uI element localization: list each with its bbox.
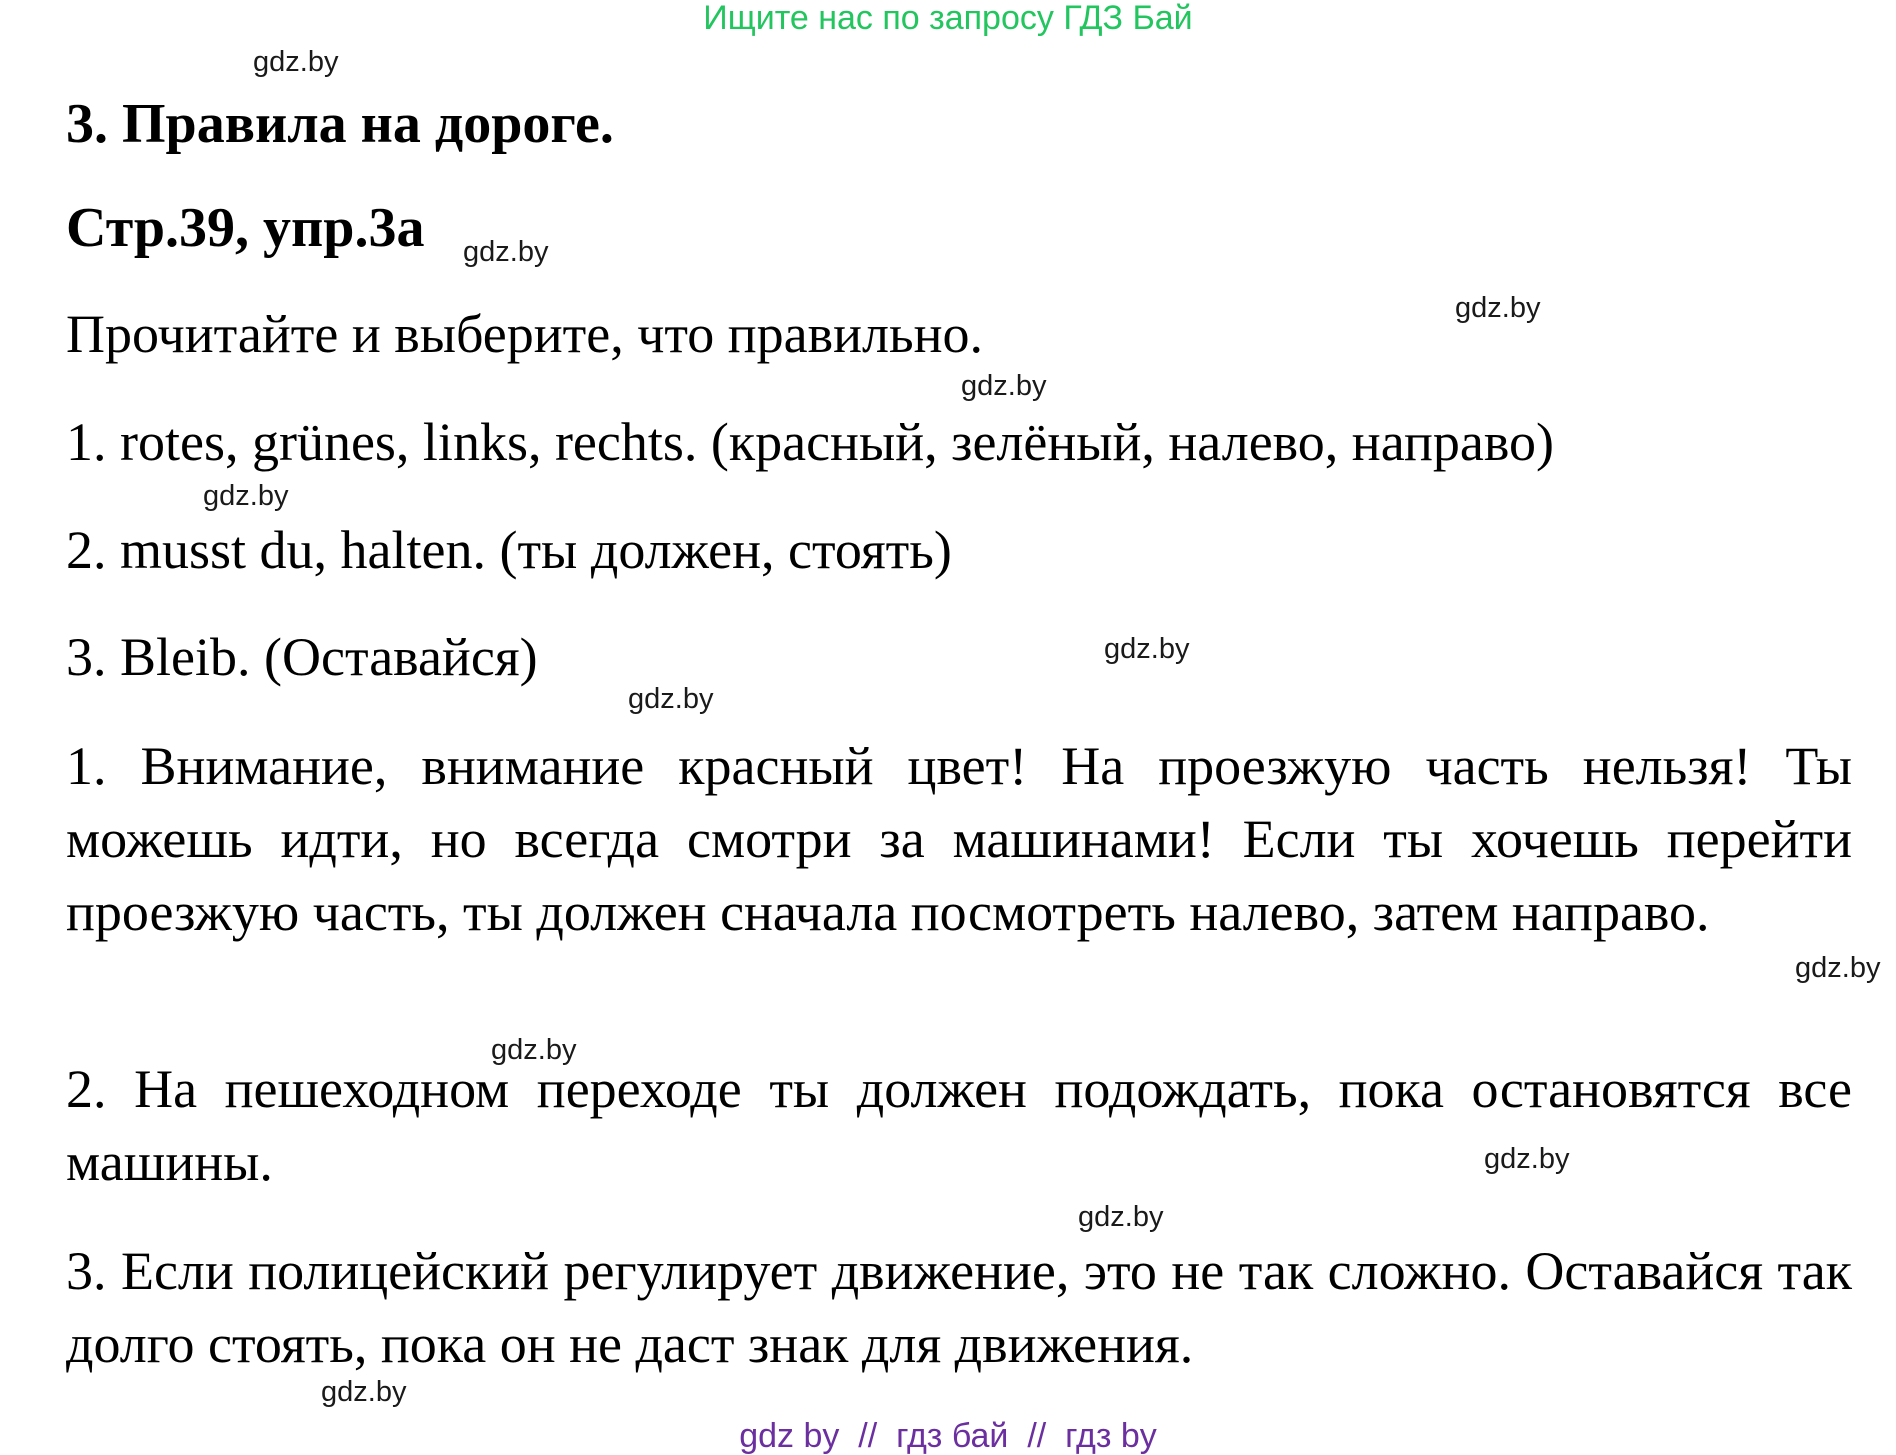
instruction-text: Прочитайте и выберите, что правильно.	[66, 304, 983, 364]
watermark: gdz.by	[491, 1034, 577, 1066]
watermark: gdz.by	[253, 46, 339, 78]
translation-paragraph-2: 2. На пешеходном переходе ты должен подождать, пока остановятся все машины.	[66, 1059, 1852, 1192]
watermark: gdz.by	[628, 683, 714, 715]
watermark: gdz.by	[1078, 1201, 1164, 1233]
watermark: gdz.by	[961, 370, 1047, 402]
answer-line-1: 1. rotes, grünes, links, rechts. (красный, зелёный, налево, направо)	[66, 412, 1554, 472]
watermark: gdz.by	[463, 236, 549, 268]
translation-paragraph-1: 1. Внимание, внимание красный цвет! На проезжую часть нельзя! Ты можешь идти, но всегда смотри за машинами! Если ты хочешь перейти проезжую часть, ты должен сначала посмотреть налево, затем направо.	[66, 736, 1852, 942]
exercise-reference: Стр.39, упр.3a	[66, 197, 425, 259]
footer-watermark: gdz by // гдз бай // гдз by	[739, 1417, 1157, 1455]
watermark: gdz.by	[1484, 1143, 1570, 1175]
answer-line-3: 3. Bleib. (Оставайся)	[66, 627, 538, 687]
watermark: gdz.by	[203, 480, 289, 512]
watermark: gdz.by	[1795, 952, 1881, 984]
watermark: gdz.by	[1104, 633, 1190, 665]
top-banner: Ищите нас по запросу ГДЗ Бай	[703, 0, 1193, 37]
translation-paragraph-3: 3. Если полицейский регулирует движение, это не так сложно. Оставайся так долго стоять, пока он не даст знак для движения.	[66, 1241, 1852, 1374]
section-title: 3. Правила на дороге.	[66, 93, 614, 155]
answer-line-2: 2. musst du, halten. (ты должен, стоять)	[66, 520, 952, 580]
watermark: gdz.by	[321, 1376, 407, 1408]
watermark: gdz.by	[1455, 292, 1541, 324]
